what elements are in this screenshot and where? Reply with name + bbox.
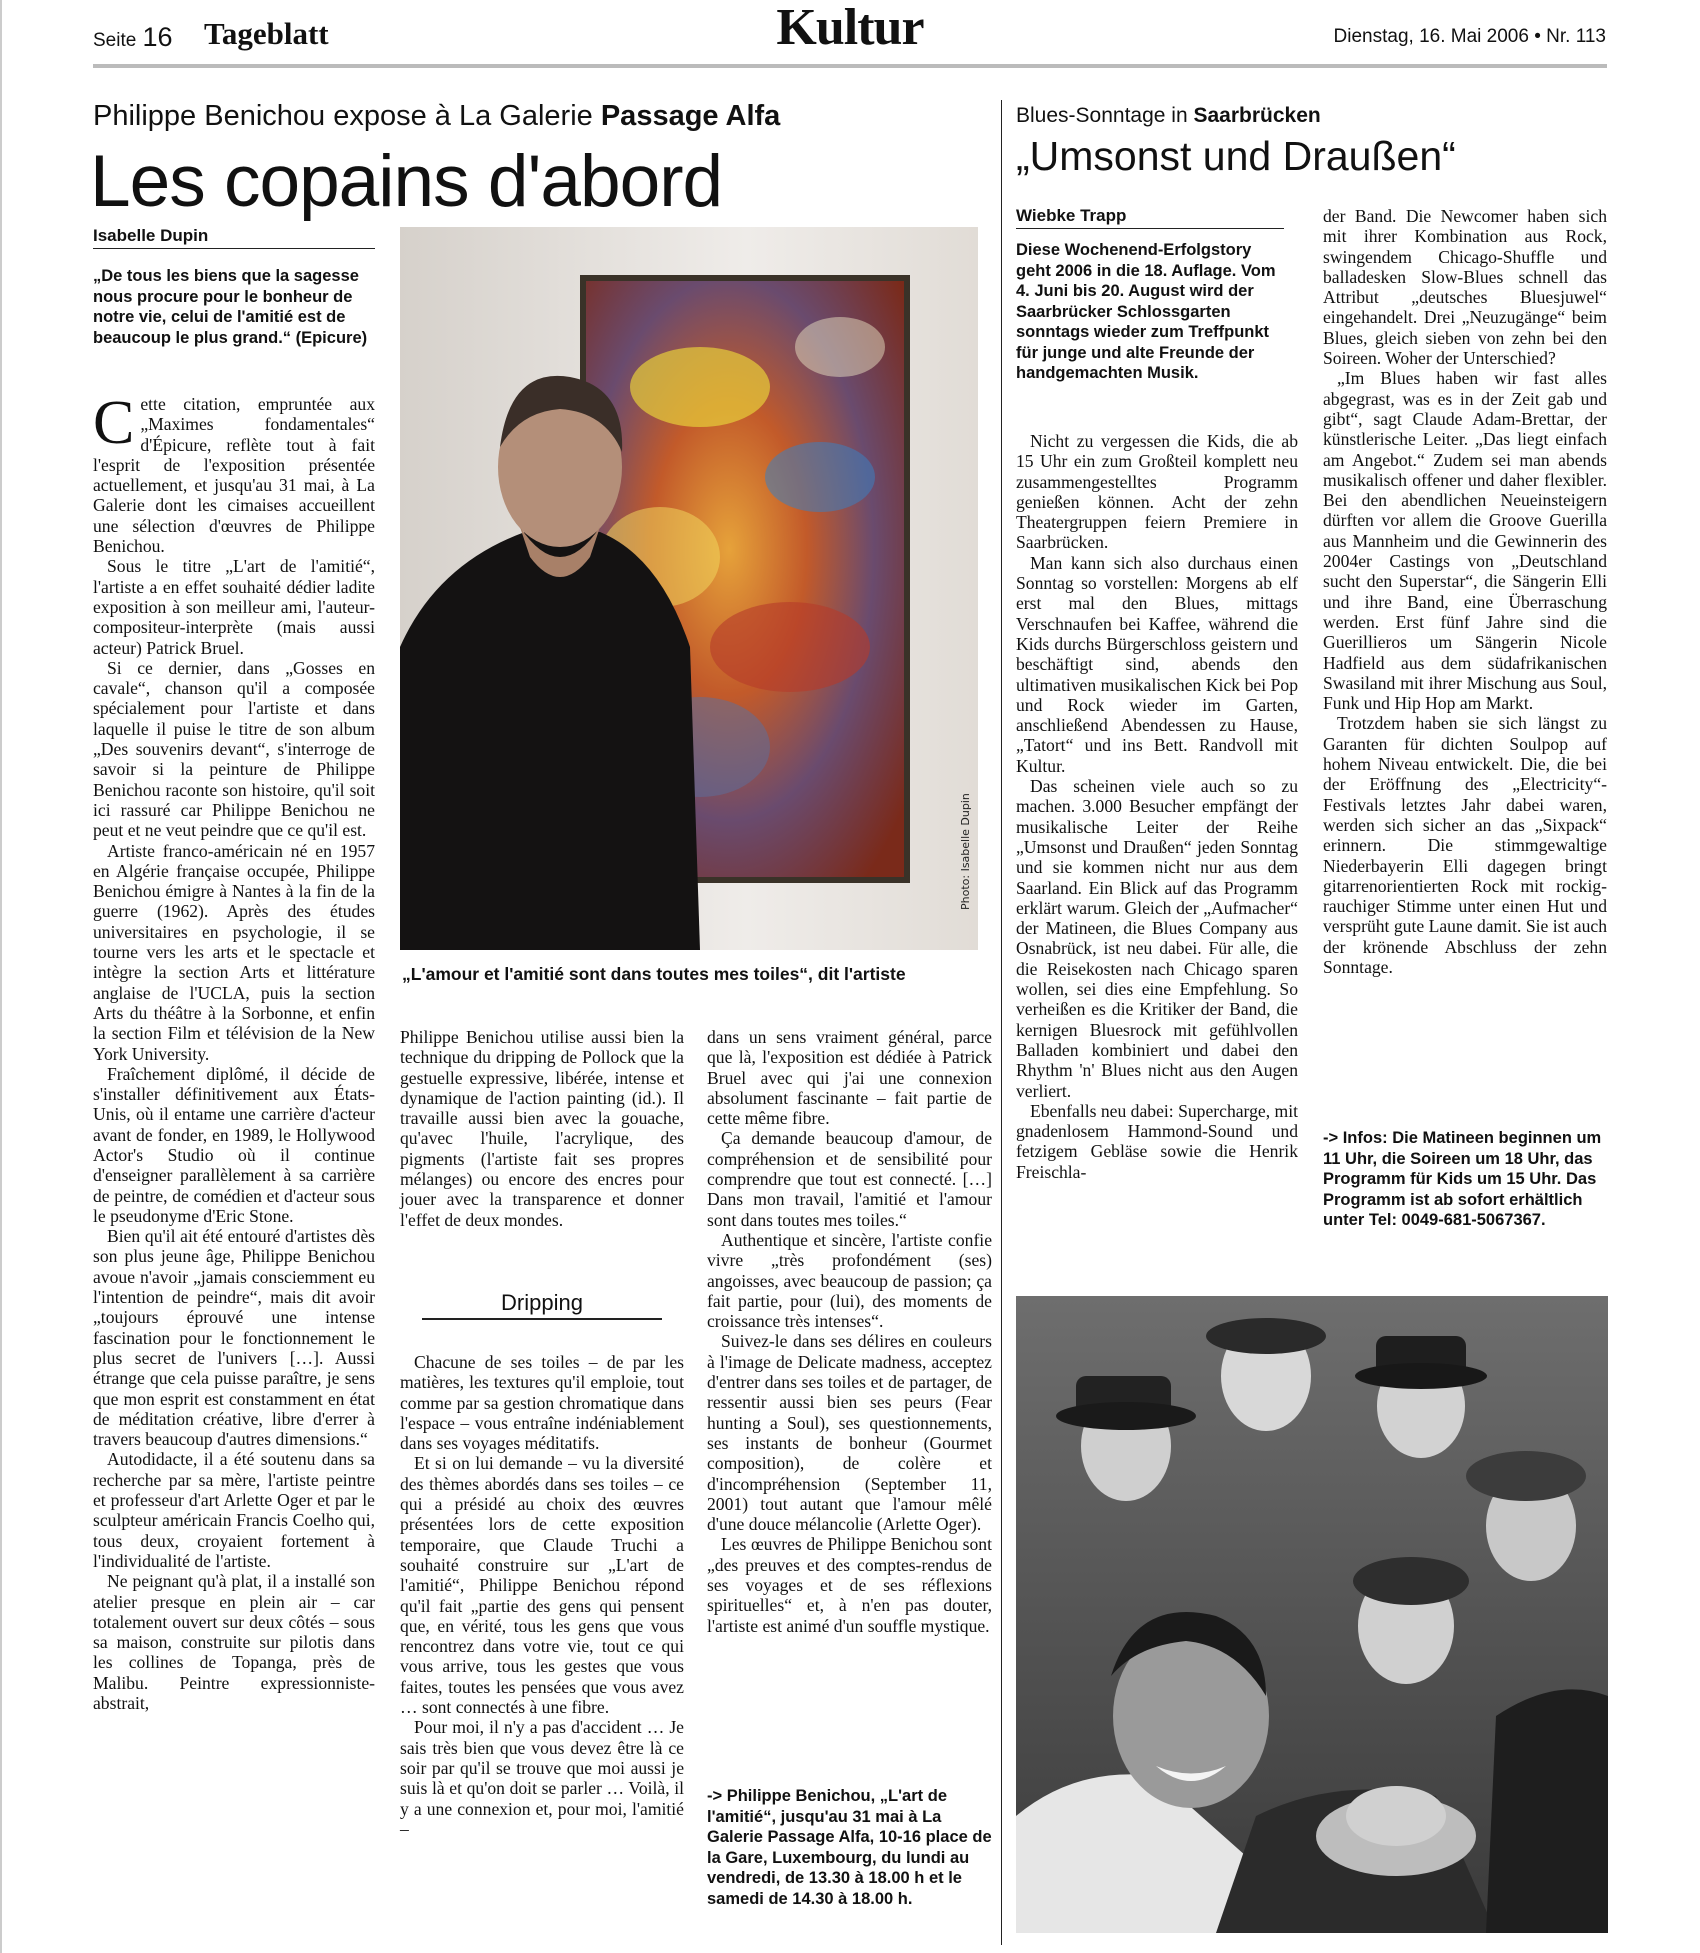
paragraph: Fraîchement diplômé, il décide de s'installer définitivement aux États-Unis, où il entame une carrière d'acteur avant de fonder, en 1989, le Hollywood Actor's Studio où il continue d'enseigner parallèlement à sa carrière de peintre, de comédien et d'acteur sous le pseudonyme d'Eric Stone. xyxy=(93,1063,375,1226)
paragraph: Bien qu'il ait été entouré d'artistes dès son plus jeune âge, Philippe Benichou avoue n'avoir „jamais consciemment eu l'intention de peindre“, mais dit avoir „toujours éprouvé une intense fascination pour le fonctionnement le plus secret de l'univers […]. Aussi étrange que cela puisse paraître, je sens que mon esprit est constamment en état de méditation créative, libre d'errer à travers beaucoup d'autres dimensions.“ xyxy=(93,1226,375,1450)
kicker: Philippe Benichou expose à La Galerie Passage Alfa xyxy=(93,100,781,132)
paragraph: Ça demande beaucoup d'amour, de compréhension et de sensibilité pour comprendre que tout est connecté. […] Dans mon travail, l'amitié et l'amour sont dans toutes mes toiles.“ xyxy=(707,1128,992,1230)
epigraph: „De tous les biens que la sagesse nous procure pour le bonheur de notre vie, celui de l'amitié est de beaucoup le plus grand.“ (Epicure) xyxy=(93,267,368,347)
paragraph: dans un sens vraiment général, parce que là, l'exposition est dédiée à Patrick Bruel avec qui j'ai une connexion absolument fascinante – fait partie de cette même fibre. xyxy=(707,1027,992,1129)
article-right-column-1 xyxy=(1016,431,1298,1182)
paragraph: „Im Blues haben wir fast alles abgegrast, was es in der Zeit gab und gibt“, sagt Claude Adam-Brettar, der künstlerische Leiter. „Das liegt einfach am Angebot.“ Zudem sei man abends musikalisch offener und daher flexibler. Bei den abendlichen Neueinsteigern dürften vor allem die Groove Guerilla aus Mannheim und die Gewinnerin des 2004er Castings von „Deutschland sucht den Superstar“, die Sängerin Elli und ihre Band, eine Überraschung werden. Erst fünf Jahre sind die Guerillieros um Sängerin Nicole Hadfield aus dem südafrikanischen Swasiland mit ihrer Mischung aus Soul, Funk und Hip Hop am Markt. xyxy=(1323,368,1607,714)
paragraph: Les œuvres de Philippe Benichou sont „des preuves et des comptes-rendus de ses voyages et de ses réflexions spirituelles“ et, à n'en pas douter, l'artiste est animé d'un souffle mystique. xyxy=(707,1534,992,1636)
article-column-2b xyxy=(400,1352,684,1839)
article-column-2 xyxy=(400,1027,684,1230)
paragraph: Artiste franco-américain né en 1957 en Algérie française occupée, Philippe Benichou émigre à Nantes à la fin de la guerre (1962). Après des études universitaires en psychologie, il se tourne vers les arts et le spectacle et intègre la section Arts et littérature anglaise de l'UCLA, puis la section Arts du théâtre à la Sorbonne, et enfin la section Film et télévision de la New York University. xyxy=(93,840,375,1064)
paragraph: Authentique et sincère, l'artiste confie vivre „très profondément (ses) angoisses, avec beaucoup de passion; ça fait partie, pour (lui), des moments de croissance très intenses“. xyxy=(707,1229,992,1332)
lead-right: Diese Wochenend-Erfolgstory geht 2006 in die 18. Auflage. Vom 4. Juni bis 20. August wird der Saarbrücker Schlossgarten sonntags wieder zum Treffpunkt für junge und alte Freunde der handgemachten Musik. xyxy=(1016,241,1276,382)
paragraph: Ne peignant qu'à plat, il a installé son atelier presque en plein air – car totalement ouvert sur deux côtés – sous sa maison, construite sur pilotis dans les collines de Topanga, près de Malibu. Peintre expressionniste-abstrait, xyxy=(93,1571,375,1713)
kicker-right: Blues-Sonntage in Saarbrücken xyxy=(1016,104,1321,127)
paragraph: Cette citation, empruntée aux „Maximes fondamentales“ d'Épicure, reflète tout à fait l'esprit de l'exposition présentée actuellement, et jusqu'au 31 mai, à La Galerie dont les cimaises accueillent une sélection d'œuvres de Philippe Benichou. xyxy=(93,389,375,557)
photo-caption: „L'amour et l'amitié sont dans toutes mes toiles“, dit l'artiste xyxy=(402,964,906,984)
photo-credit: Photo: Isabelle Dupin xyxy=(959,793,972,910)
paragraph: Sous le titre „L'art de l'amitié“, l'artiste a en effet souhaité dédier ladite exposition à son meilleur ami, l'auteur-compositeur-interprète (mais aussi acteur) Patrick Bruel. xyxy=(93,556,375,658)
headline: Les copains d'abord xyxy=(90,141,723,222)
paragraph: Suivez-le dans ses délires en couleurs à l'image de Delicate madness, acceptez d'entrer dans ses toiles et de partager, de ressentir aussi bien ses peurs (Fear hunting a Soul), ses questionnements, ses instants de bonheur (Gourmet composition), de colère et d'incompréhension (September 11, 2001) tout autant que l'amour mêlé d'une douce mélancolie (Arlette Oger). xyxy=(707,1331,992,1535)
section-title: Kultur xyxy=(776,0,924,56)
artist-photo xyxy=(400,227,978,950)
band-photo xyxy=(1016,1296,1608,1933)
article-column-1 xyxy=(93,389,375,1713)
dropcap: C xyxy=(93,389,135,457)
masthead-rule xyxy=(93,64,1607,68)
paragraph: Man kann sich also durchaus einen Sonntag so vorstellen: Morgens ab elf erst mal den Blues, mittags Verschnaufen bei Kaffee, während die Kids durchs Bürgerschloss geistern und beschäftigt sind, abends den ultimativen musikalischen Kick bei Pop und Rock wieder im Garten, anschließend Abendessen zu Hause, „Tatort“ und ins Bett. Randvoll mit Kultur. xyxy=(1016,552,1298,776)
author-rule xyxy=(93,248,375,249)
paragraph: Das scheinen viele auch so zu machen. 3.000 Besucher empfängt der musikalische Leiter der Reihe „Umsonst und Draußen“ jeden Sonntag und sie kommen nicht nur aus dem Saarland. Ein Blick auf das Programm erklärt warum. Gleich der „Aufmacher“ der Matineen, die Blues Company aus Osnabrück, ist neu dabei. Für alle, die die Reisekosten nach Chicago sparen wollen, sei dies eine Empfehlung. So verheißen es die Kritiker der Band, die kernigen Bluesrock mit gefühlvollen Balladen kombiniert und dabei den Rhythm 'n' Blues nicht aus den Augen verliert. xyxy=(1016,776,1298,1101)
artist-photo-graphic xyxy=(400,227,978,950)
paragraph: Et si on lui demande – vu la diversité des thèmes abordés dans ses toiles – ce qui a présidé au choix des œuvres présentées lors de cette exposition temporaire, que Claude Truchi a souhaité construire sur „L'art de l'amitié“, Philippe Benichou répond qu'il fait „partie des gens qui pensent que, en vérité, tous les gens que vous rencontrez dans votre vie, tout ce qui vous arrive, tous les gestes que vous faites, toutes les pensées que vous avez … sont connectés à une fibre. xyxy=(400,1453,684,1718)
author: Isabelle Dupin xyxy=(93,226,209,245)
paragraph: Philippe Benichou utilise aussi bien la technique du dripping de Pollock que la gestuelle expressive, libérée, intense et dynamique de l'action painting (id.). Il travaille aussi bien avec la gouache, qu'avec l'huile, l'acrylique, des pigments (l'artiste fait ses propres mélanges) ou encore des encres pour jouer avec la transparence et donner l'effet de deux mondes. xyxy=(400,1027,684,1230)
article-column-3 xyxy=(707,1027,992,1636)
band-photo-graphic xyxy=(1016,1296,1608,1933)
subhead-dripping: Dripping xyxy=(501,1290,583,1315)
paragraph: Pour moi, il n'y a pas d'accident … Je sais très bien que vous devez être là ce soir par qu'il se trouve que moi aussi je suis là et qu'on doit se parler … Voilà, il y a une connexion et, pour moi, l'amitié – xyxy=(400,1717,684,1839)
headline-right: „Umsonst und Draußen“ xyxy=(1016,133,1456,179)
article-separator xyxy=(1001,100,1002,1945)
subhead-rule xyxy=(422,1318,662,1320)
paragraph: der Band. Die Newcomer haben sich mit ihrer Kombination aus Rock, swingendem Chicago-Shuffle und balladesken Slow-Blues schnell das Attribut „deutsches Bluesjuwel“ eingehandelt. Drei „Neuzugänge“ beim Blues, gleich sieben von zehn bei den Soireen. Woher der Unterschied? xyxy=(1323,206,1607,369)
author-right: Wiebke Trapp xyxy=(1016,206,1127,225)
infos-right: -> Infos: Die Matineen beginnen um 11 Uhr, die Soireen um 18 Uhr, das Programm für Kids um 15 Uhr. Das Programm ist ab sofort erhältlich unter Tel: 0049-681-5067367. xyxy=(1323,1129,1602,1229)
paragraph: Chacune de ses toiles – de par les matières, les textures qu'il emploie, tout comme par sa gestion chromatique dans l'espace – vous entraîne indéniablement dans ses voyages méditatifs. xyxy=(400,1352,684,1454)
paragraph: Si ce dernier, dans „Gosses en cavale“, chanson qu'il a composée spécialement pour l'artiste et dans laquelle il puise le titre de son album „Des souvenirs devant“, s'interroge de savoir si la peinture de Philippe Benichou raconte son histoire, qu'il soit ici rassuré car Philippe Benichou ne peut et ne veut peindre que ce qu'il est. xyxy=(93,657,375,841)
paragraph: Ebenfalls neu dabei: Supercharge, mit gnadenlosem Hammond-Sound und fetzigem Gebläse sowie die Henrik Freischla- xyxy=(1016,1100,1298,1182)
paragraph: Autodidacte, il a été soutenu dans sa recherche par sa mère, l'artiste peintre et professeur d'art Arlette Oger et par le sculpteur américain Francis Coelho qui, tous deux, croyaient fortement à l'individualité de l'artiste. xyxy=(93,1449,375,1571)
issue-date: Dienstag, 16. Mai 2006 • Nr. 113 xyxy=(1333,26,1606,47)
article-right-column-2 xyxy=(1323,206,1607,977)
page-number: Seite 16 xyxy=(93,22,173,52)
exhibition-info: -> Philippe Benichou, „L'art de l'amitié“, jusqu'au 31 mai à La Galerie Passage Alfa, 10-16 place de la Gare, Luxembourg, du lundi au vendredi, de 13.30 à 18.00 h et le samedi de 14.30 à 18.00 h. xyxy=(707,1787,992,1908)
paragraph: Nicht zu vergessen die Kids, die ab 15 Uhr ein zum Großteil komplett neu zusammengestelltes Programm genießen können. Acht der zehn Theatergruppen feiern Premiere in Saarbrücken. xyxy=(1016,431,1298,553)
paper-name: Tageblatt xyxy=(204,16,329,51)
author-rule-right xyxy=(1016,228,1284,229)
paragraph: Trotzdem haben sie sich längst zu Garanten für dichten Soulpop auf hohem Niveau entwickelt. Die, die bei der Eröffnung des „Electricity“-Festivals letztes Jahr dabei waren, werden sich sicher an das „Sixpack“ erinnern. Die stimmgewaltige Niederbayerin Elli dagegen bringt gitarrenorientierten Rock mit rockig-rauchiger Stimme unter einen Hut und versprüht gute Laune damit. Sie ist auch der krönende Abschluss der zehn Sonntage. xyxy=(1323,713,1607,977)
